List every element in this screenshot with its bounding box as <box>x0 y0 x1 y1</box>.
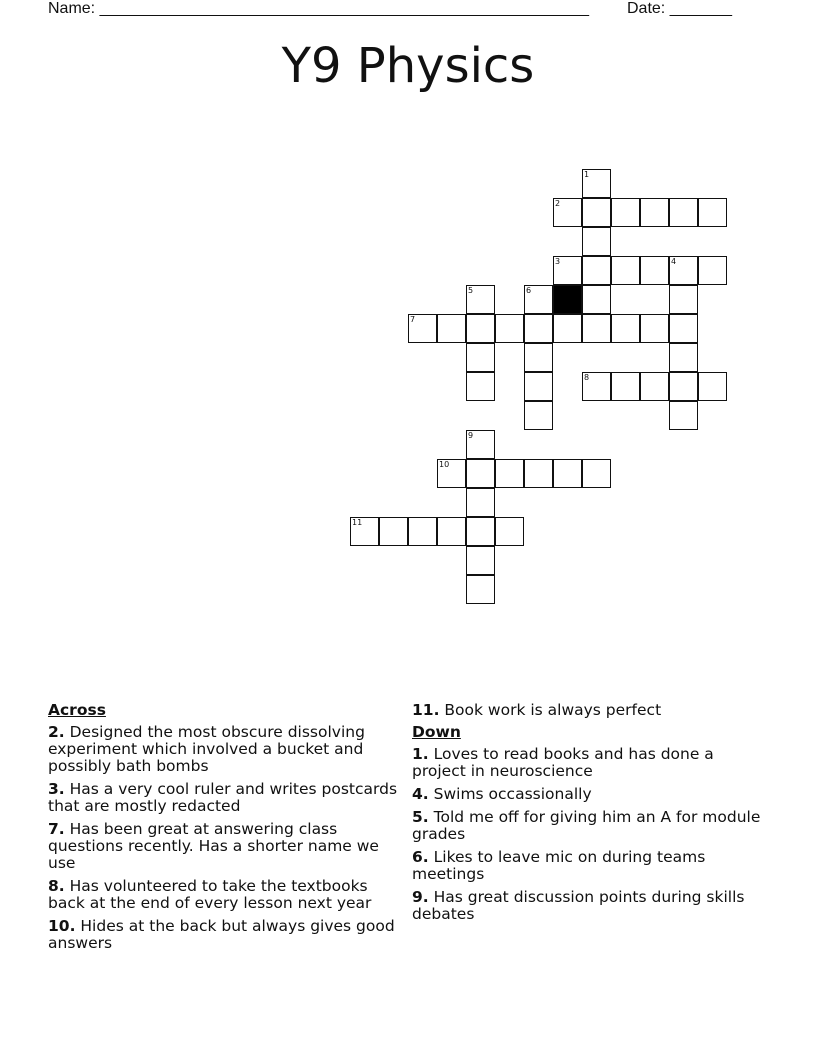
clue-number-label: 2 <box>555 199 561 208</box>
across-heading: Across <box>48 701 106 719</box>
clue-number-label: 4 <box>671 257 677 266</box>
crossword-cell[interactable] <box>640 256 669 285</box>
crossword-cell[interactable] <box>698 198 727 227</box>
crossword-cell[interactable] <box>466 430 495 459</box>
crossword-cell[interactable] <box>669 198 698 227</box>
crossword-cell[interactable] <box>437 314 466 343</box>
clue-text: Designed the most obscure dissolving experiment which involved a bucket and possibly bath bombs <box>48 723 365 775</box>
clues-left-column <box>48 702 398 958</box>
crossword-cell[interactable] <box>582 285 611 314</box>
clue-text: Book work is always perfect <box>444 701 662 719</box>
crossword-cell[interactable] <box>408 314 437 343</box>
clue-text: Hides at the back but always gives good answers <box>48 917 395 952</box>
clue-down <box>412 849 762 883</box>
crossword-cell[interactable] <box>408 517 437 546</box>
clue-text: Has great discussion points during skills debates <box>412 888 745 923</box>
clue-number-label: 1 <box>584 170 590 179</box>
crossword-cell[interactable] <box>466 343 495 372</box>
clue-number-label: 11 <box>352 518 363 527</box>
crossword-cell[interactable] <box>437 459 466 488</box>
crossword-cell[interactable] <box>524 459 553 488</box>
date-field-line[interactable]: Date: _______ <box>627 0 732 17</box>
clue-across <box>48 821 398 872</box>
crossword-cell[interactable] <box>640 198 669 227</box>
crossword-cell[interactable] <box>495 459 524 488</box>
clue-number: 5. <box>412 808 429 826</box>
crossword-cell[interactable] <box>698 372 727 401</box>
crossword-cell[interactable] <box>466 575 495 604</box>
crossword-cell[interactable] <box>524 372 553 401</box>
crossword-cell[interactable] <box>466 314 495 343</box>
crossword-cell[interactable] <box>669 314 698 343</box>
crossword-cell[interactable] <box>611 198 640 227</box>
clue-down <box>412 889 762 923</box>
crossword-cell[interactable] <box>524 401 553 430</box>
crossword-cell[interactable] <box>669 343 698 372</box>
clue-across <box>48 878 398 912</box>
crossword-cell[interactable] <box>698 256 727 285</box>
clue-across <box>48 781 398 815</box>
clue-down <box>412 746 762 780</box>
crossword-cell[interactable] <box>466 285 495 314</box>
clue-text: Likes to leave mic on during teams meetings <box>412 848 706 883</box>
crossword-cell[interactable] <box>582 227 611 256</box>
clue-number: 2. <box>48 723 65 741</box>
crossword-cell[interactable] <box>524 314 553 343</box>
clue-number-label: 9 <box>468 431 474 440</box>
crossword-cell[interactable] <box>669 285 698 314</box>
crossword-cell[interactable] <box>582 169 611 198</box>
clue-text: Loves to read books and has done a project in neuroscience <box>412 745 714 780</box>
clue-number-label: 3 <box>555 257 561 266</box>
clue-down <box>412 809 762 843</box>
clue-across <box>48 724 398 775</box>
crossword-cell[interactable] <box>553 198 582 227</box>
crossword-cell[interactable] <box>379 517 408 546</box>
clue-number: 1. <box>412 745 429 763</box>
clue-down <box>412 786 762 803</box>
clue-across <box>412 702 762 719</box>
crossword-cell[interactable] <box>582 372 611 401</box>
clue-number: 6. <box>412 848 429 866</box>
crossword-cell[interactable] <box>495 314 524 343</box>
crossword-cell[interactable] <box>582 459 611 488</box>
clue-number: 9. <box>412 888 429 906</box>
clue-across <box>48 918 398 952</box>
down-heading: Down <box>412 723 461 741</box>
crossword-cell[interactable] <box>466 546 495 575</box>
crossword-cell[interactable] <box>582 198 611 227</box>
clue-number: 3. <box>48 780 65 798</box>
clue-number-label: 8 <box>584 373 590 382</box>
crossword-cell[interactable] <box>553 459 582 488</box>
clue-number-label: 7 <box>410 315 416 324</box>
crossword-cell[interactable] <box>437 517 466 546</box>
clue-number: 11. <box>412 701 440 719</box>
clue-text: Has been great at answering class questions recently. Has a shorter name we use <box>48 820 379 872</box>
crossword-cell[interactable] <box>611 256 640 285</box>
crossword-cell[interactable] <box>669 401 698 430</box>
crossword-cell[interactable] <box>640 314 669 343</box>
crossword-cell[interactable] <box>553 314 582 343</box>
clue-number-label: 5 <box>468 286 474 295</box>
clue-text: Has a very cool ruler and writes postcards that are mostly redacted <box>48 780 398 815</box>
crossword-cell[interactable] <box>466 372 495 401</box>
crossword-cell[interactable] <box>553 256 582 285</box>
crossword-cell[interactable] <box>466 459 495 488</box>
page-title: Y9 Physics <box>281 38 535 94</box>
clue-text: Told me off for giving him an A for module grades <box>412 808 761 843</box>
clue-text: Swims occassionally <box>433 785 592 803</box>
crossword-cell[interactable] <box>582 256 611 285</box>
clue-number-label: 10 <box>439 460 450 469</box>
crossword-cell[interactable] <box>466 517 495 546</box>
clue-number: 10. <box>48 917 76 935</box>
crossword-cell[interactable] <box>640 372 669 401</box>
crossword-cell[interactable] <box>582 314 611 343</box>
crossword-cell[interactable] <box>611 372 640 401</box>
clue-number: 7. <box>48 820 65 838</box>
name-field-line[interactable]: Name: _______________________________________________________ <box>48 0 589 17</box>
crossword-cell[interactable] <box>524 285 553 314</box>
crossword-cell[interactable] <box>495 517 524 546</box>
clue-number-label: 6 <box>526 286 532 295</box>
clue-text: Has volunteered to take the textbooks back at the end of every lesson next year <box>48 877 372 912</box>
crossword-cell[interactable] <box>350 517 379 546</box>
clues-right-column <box>412 702 762 929</box>
crossword-block <box>553 285 582 314</box>
crossword-cell[interactable] <box>669 372 698 401</box>
crossword-cell[interactable] <box>524 343 553 372</box>
crossword-cell[interactable] <box>611 314 640 343</box>
crossword-cell[interactable] <box>466 488 495 517</box>
crossword-cell[interactable] <box>669 256 698 285</box>
clue-number: 8. <box>48 877 65 895</box>
clue-number: 4. <box>412 785 429 803</box>
